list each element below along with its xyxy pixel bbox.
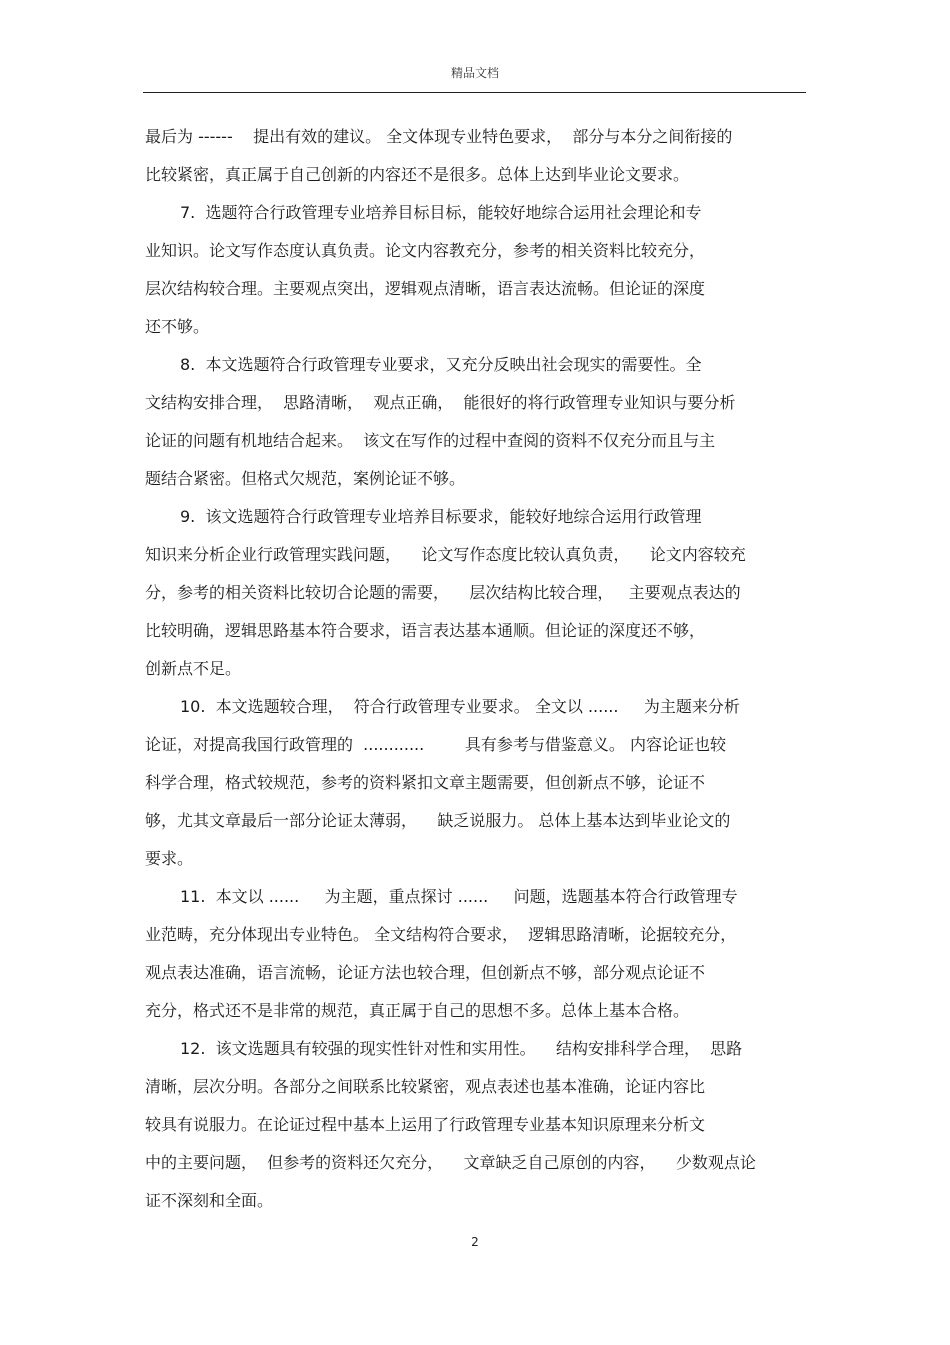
page-number: 2 bbox=[471, 1235, 479, 1249]
text-line: 11. 本文以 ...... 为主题，重点探讨 ...... 问题，选题基本符合行政管理专 bbox=[180, 887, 738, 906]
text-line: 要求。 bbox=[145, 849, 194, 868]
text-line: 7. 选题符合行政管理专业培养目标目标，能较好地综合运用社会理论和专 bbox=[180, 203, 702, 222]
text-line: 较具有说服力。在论证过程中基本上运用了行政管理专业基本知识原理来分析文 bbox=[145, 1115, 706, 1134]
text-line: 充分，格式还不是非常的规范，真正属于自己的思想不多。总体上基本合格。 bbox=[145, 1001, 690, 1020]
paragraph-item-11 bbox=[145, 878, 807, 1030]
text-line: 业知识。论文写作态度认真负责。论文内容教充分，参考的相关资料比较充分， bbox=[145, 241, 706, 260]
text-line: 10. 本文选题较合理， 符合行政管理专业要求。 全文以 ...... 为主题来分析 bbox=[180, 697, 740, 716]
text-line: 最后为 ------ 提出有效的建议。 全文体现专业特色要求， 部分与本分之间衔接的 bbox=[145, 127, 733, 146]
text-line: 中的主要问题， 但参考的资料还欠充分， 文章缺乏自己原创的内容， 少数观点论 bbox=[145, 1153, 756, 1172]
paragraph-item-8 bbox=[145, 346, 807, 498]
text-line: 观点表达准确，语言流畅，论证方法也较合理，但创新点不够，部分观点论证不 bbox=[145, 963, 706, 982]
text-line: 科学合理，格式较规范，参考的资料紧扣文章主题需要，但创新点不够，论证不 bbox=[145, 773, 706, 792]
paragraph-continuation bbox=[145, 118, 807, 194]
text-line: 比较明确，逻辑思路基本符合要求，语言表达基本通顺。但论证的深度还不够， bbox=[145, 621, 706, 640]
document-body bbox=[145, 118, 807, 1220]
text-line: 证不深刻和全面。 bbox=[145, 1191, 274, 1210]
text-line: 比较紧密，真正属于自己创新的内容还不是很多。总体上达到毕业论文要求。 bbox=[145, 165, 690, 184]
paragraph-item-7 bbox=[145, 194, 807, 346]
text-line: 论证的问题有机地结合起来。 该文在写作的过程中查阅的资料不仅充分而且与主 bbox=[145, 431, 716, 450]
text-line: 论证，对提高我国行政管理的 ............ 具有参考与借鉴意义。 内容论证也较 bbox=[145, 735, 726, 754]
text-line: 9. 该文选题符合行政管理专业培养目标要求，能较好地综合运用行政管理 bbox=[180, 507, 702, 526]
paragraph-item-9 bbox=[145, 498, 807, 688]
text-line: 业范畴，充分体现出专业特色。 全文结构符合要求， 逻辑思路清晰，论据较充分， bbox=[145, 925, 737, 944]
text-line: 12. 该文选题具有较强的现实性针对性和实用性。 结构安排科学合理， 思路 bbox=[180, 1039, 743, 1058]
paragraph-item-10 bbox=[145, 688, 807, 878]
text-line: 文结构安排合理， 思路清晰， 观点正确， 能很好的将行政管理专业知识与要分析 bbox=[145, 393, 736, 412]
text-line: 够，尤其文章最后一部分论证太薄弱， 缺乏说服力。 总体上基本达到毕业论文的 bbox=[145, 811, 731, 830]
text-line: 还不够。 bbox=[145, 317, 210, 336]
text-line: 8. 本文选题符合行政管理专业要求，又充分反映出社会现实的需要性。全 bbox=[180, 355, 702, 374]
text-line: 知识来分析企业行政管理实践问题， 论文写作态度比较认真负责， 论文内容较充 bbox=[145, 545, 746, 564]
paragraph-item-12 bbox=[145, 1030, 807, 1220]
header-divider bbox=[143, 92, 806, 93]
text-line: 题结合紧密。但格式欠规范，案例论证不够。 bbox=[145, 469, 466, 488]
text-line: 层次结构较合理。主要观点突出，逻辑观点清晰，语言表达流畅。但论证的深度 bbox=[145, 279, 706, 298]
text-line: 分，参考的相关资料比较切合论题的需要， 层次结构比较合理， 主要观点表达的 bbox=[145, 583, 741, 602]
page-header: 精品文档 bbox=[450, 66, 499, 80]
text-line: 清晰，层次分明。各部分之间联系比较紧密，观点表述也基本准确，论证内容比 bbox=[145, 1077, 706, 1096]
text-line: 创新点不足。 bbox=[145, 659, 242, 678]
